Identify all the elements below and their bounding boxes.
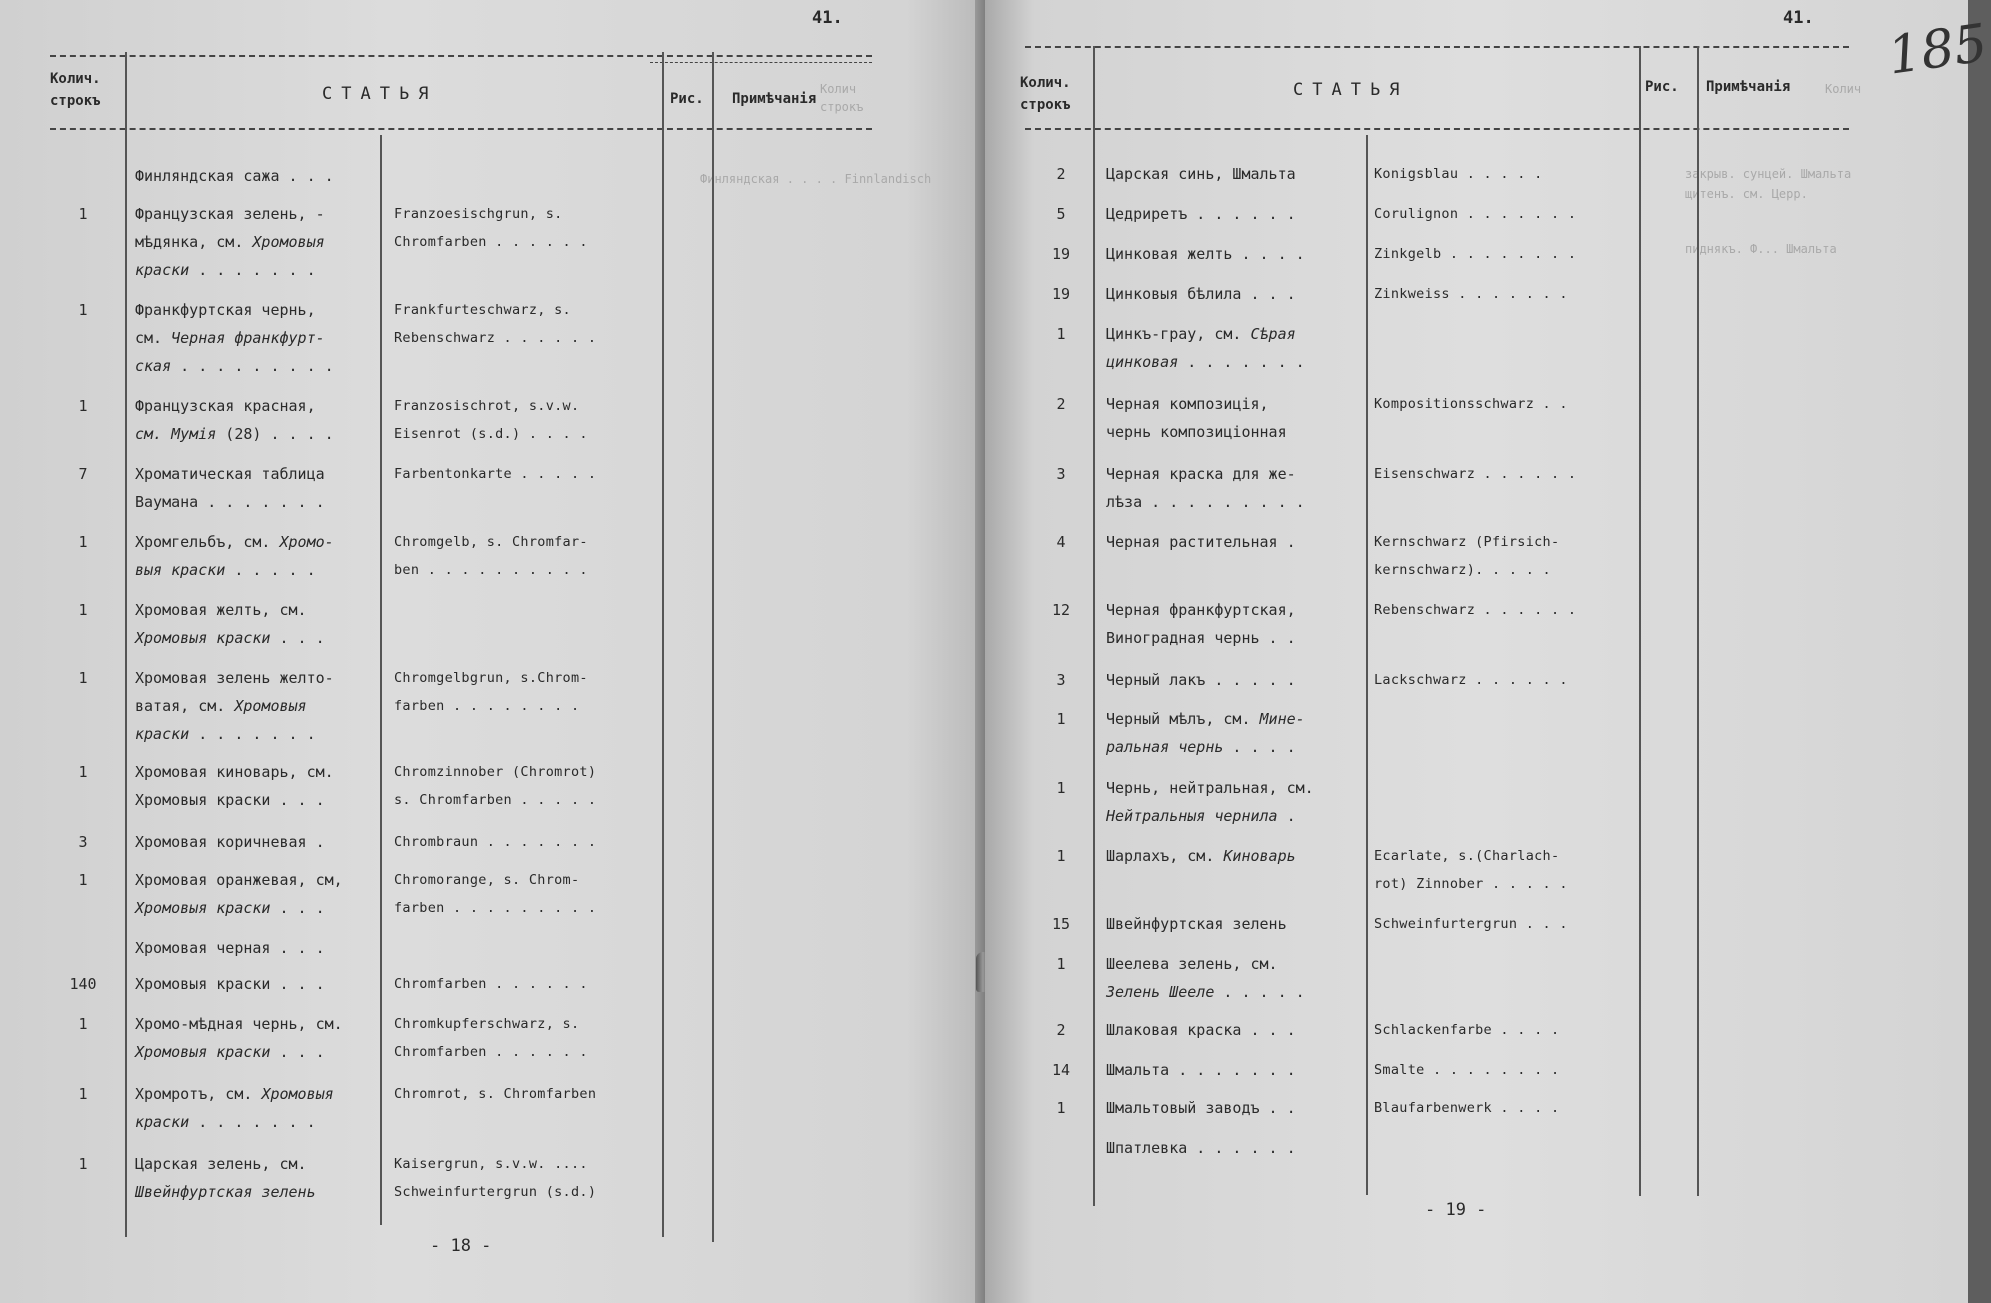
- row-article: Хромротъ, см. Хромовыя краски . . . . . . .: [135, 1085, 334, 1131]
- right-page: Колич закрыв. сунцей. Шмальта щитенъ. см. Церр. пиднякъ. Ф... Шмальта: [985, 0, 1968, 1303]
- row-article: Черный лакъ . . . . .: [1106, 671, 1296, 689]
- row-foreign-term: Zinkweiss . . . . . . .: [1374, 286, 1568, 302]
- row-count: 1: [78, 1155, 88, 1173]
- row-foreign-term: Franzosischrot, s.v.w. Eisenrot (s.d.) . . . .: [394, 398, 588, 442]
- row-foreign-term: Chromorange, s. Chrom- farben . . . . . . . . .: [394, 872, 597, 916]
- row-count: 1: [78, 871, 88, 889]
- row-foreign-term: Lackschwarz . . . . . .: [1374, 672, 1568, 688]
- col-notes-header: Примѣчанія: [732, 91, 817, 107]
- row-article: Хромовая желть, см. Хромовыя краски . . .: [135, 601, 325, 647]
- row-foreign-term: Corulignon . . . . . . .: [1374, 206, 1577, 222]
- row-count: 1: [78, 397, 88, 415]
- row-foreign-term: Farbentonkarte . . . . .: [394, 466, 597, 482]
- col-article-header-right: СТАТЬЯ: [1293, 80, 1409, 100]
- row-foreign-term: Franzoesischgrun, s. Chromfarben . . . . . .: [394, 206, 588, 250]
- row-foreign-term: Smalte . . . . . . . .: [1374, 1062, 1560, 1078]
- row-foreign-term: Rebenschwarz . . . . . .: [1374, 602, 1577, 618]
- row-foreign-term: Kaisergrun, s.v.w. .... Schweinfurtergrun (s.d.): [394, 1156, 597, 1200]
- row-count: 3: [1056, 465, 1066, 483]
- header-bottom-rule: [50, 128, 872, 130]
- row-article: Французская зелень, - мѣдянка, см. Хромовыя краски . . . . . . .: [135, 205, 325, 279]
- row-foreign-term: Chromkupferschwarz, s. Chromfarben . . . . . .: [394, 1016, 588, 1060]
- row-article: Хромовая коричневая .: [135, 833, 325, 851]
- row-foreign-term: Kompositionsschwarz . .: [1374, 396, 1568, 412]
- row-count: 2: [1056, 165, 1066, 183]
- row-foreign-term: Chrombraun . . . . . . .: [394, 834, 597, 850]
- row-article: Шмальтовый заводъ . .: [1106, 1099, 1296, 1117]
- row-article: Цинковая желть . . . .: [1106, 245, 1305, 263]
- row-count: 3: [1056, 671, 1066, 689]
- row-article: Царская синь, Шмальта: [1106, 165, 1296, 183]
- row-count: 1: [1056, 710, 1066, 728]
- row-article: Хромовая зелень желто- ватая, см. Хромовыя краски . . . . . . .: [135, 669, 334, 743]
- row-article: Шпатлевка . . . . . .: [1106, 1139, 1296, 1157]
- row-article: Цинковыя бѣлила . . .: [1106, 285, 1296, 303]
- row-foreign-term: Chromgelbgrun, s.Chrom- farben . . . . . . . .: [394, 670, 588, 714]
- row-count: 7: [78, 465, 88, 483]
- row-foreign-term: Chromzinnober (Chromrot) s. Chromfarben . . . . .: [394, 764, 597, 808]
- row-article: Финляндская сажа . . .: [135, 167, 334, 185]
- row-foreign-term: Chromfarben . . . . . .: [394, 976, 588, 992]
- row-article: Черная франкфуртская, Виноградная чернь . .: [1106, 601, 1296, 647]
- row-article: Шеелева зелень, см. Зелень Шееле . . . . .: [1106, 955, 1305, 1001]
- row-count: 1: [78, 301, 88, 319]
- left-page-number: 41.: [812, 8, 843, 28]
- row-article: Швейнфуртская зелень: [1106, 915, 1287, 933]
- col-fig-header: Рис.: [670, 91, 704, 107]
- row-count: 1: [78, 205, 88, 223]
- left-page: Колич строкъ Финляндская . . . . Finnlandisch 41. Колич. строкъ СТАТЬЯ Рис. Примѣчанія Финляндская сажа . . . 1 Французская зелень, - мѣдянка, см. Хромовыя краски . . . . . . . Franzoesischgrun, s. Chromfarben . . . . . . 1 Франкфуртская чернь, см. Черная франкфурт- ская . . . . . . . . . Frankfurteschwarz, s. Rebenschwarz . . . . . . 1 Французская красная, см. Мумія (28) . . . . Franzosischrot, s.v.w. Eisenrot (s.d.) . . . . 7 Хроматическая таблица Ваумана . . . . . . . Farbentonkarte . . . . . 1 Хромгельбъ, см. Хромо- выя краски . . . . . Chromgelb, s. Chromfar- ben . . . . . . . . . . 1 Хромовая желть, см. Хромовыя краски . . . 1 Хромовая зелень желто- ватая, см. Хромовыя краски . . . . . . . Chromgelbgrun, s.Chrom- farben . . . . . . . . 1 Хромовая киноварь, см. Хромовыя краски . . . Chromzinnober (Chromrot) s. Chromfarben . . . . . 3 Хромовая коричневая . Chrombraun . . . . . . . 1 Хромовая оранжевая, см, Хромовыя краски . . . Chromorange, s. Chrom- farben . . . . . . . . . Хромовая черная . . . 140 Хромовыя краски . . . Chromfarben . . . . . . 1 Хромо-мѣдная чернь, см. Хромовыя краски . . . Chromkupferschwarz, s. Chromfarben . . . . . . 1 Хромротъ, см. Хромовыя краски . . . . . . . Chromrot, s. Chromfarben 1 Царская зелень, см. Швейнфуртская зелень Kaisergrun, s.v.w. .... Schweinfurtergrun (s.d.) - 18 -: [0, 0, 985, 1303]
- row-count: 1: [1056, 779, 1066, 797]
- handwritten-page-number: 185: [1884, 13, 1991, 87]
- row-article: Франкфуртская чернь, см. Черная франкфурт- ская . . . . . . . . .: [135, 301, 334, 375]
- row-count: 14: [1051, 1061, 1071, 1079]
- col-article-header: СТАТЬЯ: [322, 84, 438, 104]
- row-article: Хромгельбъ, см. Хромо- выя краски . . . . .: [135, 533, 334, 579]
- right-page-folio: - 19 -: [1425, 1200, 1487, 1220]
- row-count: 1: [78, 763, 88, 781]
- row-count: 1: [1056, 847, 1066, 865]
- row-article: Хроматическая таблица Ваумана . . . . . . .: [135, 465, 325, 511]
- row-article: Хромо-мѣдная чернь, см. Хромовыя краски . . .: [135, 1015, 343, 1061]
- row-foreign-term: Frankfurteschwarz, s. Rebenschwarz . . . . . .: [394, 302, 597, 346]
- row-article: Шлаковая краска . . .: [1106, 1021, 1296, 1039]
- row-article: Хромовая оранжевая, см, Хромовыя краски . . .: [135, 871, 343, 917]
- row-count: 19: [1051, 285, 1071, 303]
- row-count: 140: [69, 975, 97, 993]
- row-foreign-term: Chromrot, s. Chromfarben: [394, 1086, 597, 1102]
- row-count: 4: [1056, 533, 1066, 551]
- row-count: 19: [1051, 245, 1071, 263]
- row-foreign-term: Kernschwarz (Pfirsich- kernschwarz). . . . .: [1374, 534, 1560, 578]
- left-page-folio: - 18 -: [430, 1236, 492, 1256]
- row-count: 1: [1056, 325, 1066, 343]
- row-article: Шмальта . . . . . . .: [1106, 1061, 1296, 1079]
- row-foreign-term: Eisenschwarz . . . . . .: [1374, 466, 1577, 482]
- row-article: Французская красная, см. Мумія (28) . . . .: [135, 397, 334, 443]
- row-foreign-term: Zinkgelb . . . . . . . .: [1374, 246, 1577, 262]
- row-count: 1: [78, 601, 88, 619]
- header-top-rule: [50, 55, 872, 57]
- col-count-header: Колич. строкъ: [50, 71, 101, 109]
- row-count: 2: [1056, 1021, 1066, 1039]
- row-count: 15: [1051, 915, 1071, 933]
- row-article: Хромовая киноварь, см. Хромовыя краски . . .: [135, 763, 334, 809]
- row-count: 1: [78, 533, 88, 551]
- row-count: 1: [78, 1015, 88, 1033]
- row-article: Черная краска для же- лѣза . . . . . . . . .: [1106, 465, 1305, 511]
- row-foreign-term: Ecarlate, s.(Charlach- rot) Zinnober . . . . .: [1374, 848, 1568, 892]
- row-foreign-term: Schweinfurtergrun . . .: [1374, 916, 1568, 932]
- row-count: 5: [1056, 205, 1066, 223]
- row-count: 1: [78, 669, 88, 687]
- row-foreign-term: Schlackenfarbe . . . .: [1374, 1022, 1560, 1038]
- row-count: 12: [1051, 601, 1071, 619]
- row-article: Цинкъ-грау, см. Сѣрая цинковая . . . . . . .: [1106, 325, 1305, 371]
- row-article: Черная растительная .: [1106, 533, 1296, 551]
- row-article: Хромовая черная . . .: [135, 939, 325, 957]
- row-count: 1: [1056, 1099, 1066, 1117]
- row-article: Чернь, нейтральная, см. Нейтральныя чернила .: [1106, 779, 1314, 825]
- row-article: Хромовыя краски . . .: [135, 975, 325, 993]
- row-article: Черная композиція, чернь композиціонная: [1106, 395, 1287, 441]
- row-count: 1: [78, 1085, 88, 1103]
- row-article: Цедриретъ . . . . . .: [1106, 205, 1296, 223]
- col-count-header-right: Колич. строкъ: [1020, 75, 1071, 113]
- right-page-number: 41.: [1783, 8, 1814, 28]
- row-count: 1: [1056, 955, 1066, 973]
- row-article: Черный мѣлъ, см. Мине- ральная чернь . . . .: [1106, 710, 1305, 756]
- row-article: Царская зелень, см. Швейнфуртская зелень: [135, 1155, 316, 1201]
- row-count: 3: [78, 833, 88, 851]
- row-foreign-term: Blaufarbenwerk . . . .: [1374, 1100, 1560, 1116]
- row-article: Шарлахъ, см. Киноварь: [1106, 847, 1296, 865]
- col-fig-header-right: Рис.: [1645, 79, 1679, 95]
- row-foreign-term: Chromgelb, s. Chromfar- ben . . . . . . . . . .: [394, 534, 588, 578]
- row-foreign-term: Konigsblau . . . . .: [1374, 166, 1543, 182]
- col-notes-header-right: Примѣчанія: [1706, 79, 1791, 95]
- row-count: 2: [1056, 395, 1066, 413]
